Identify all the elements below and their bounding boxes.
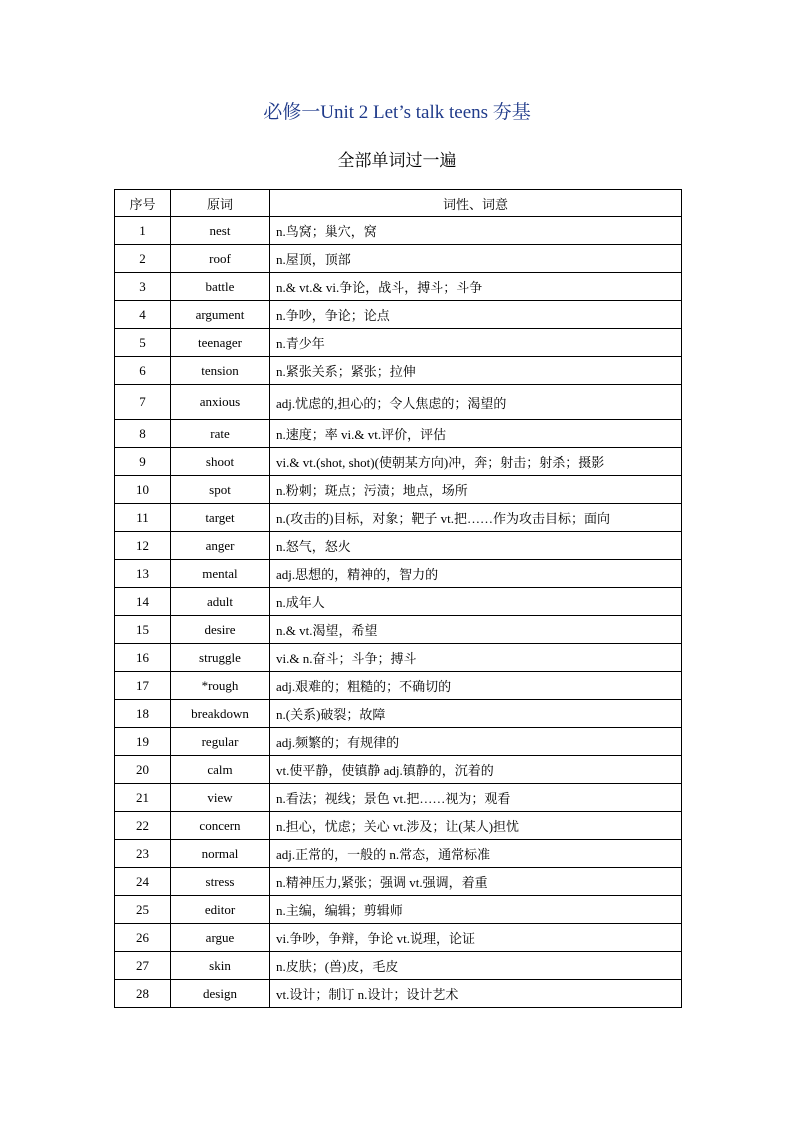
- row-meaning: vi.& vt.(shot, shot)(使朝某方向)冲，奔；射击；射杀；摄影: [270, 448, 682, 476]
- row-word: teenager: [171, 329, 270, 357]
- header-meaning: 词性、词意: [270, 190, 682, 217]
- table-row: [115, 924, 682, 952]
- table-header-row: [115, 190, 682, 217]
- row-meaning: n.速度；率 vi.& vt.评价，评估: [270, 420, 682, 448]
- row-meaning: vi.& n.奋斗；斗争；搏斗: [270, 644, 682, 672]
- header-number: 序号: [115, 190, 171, 217]
- row-meaning: n.青少年: [270, 329, 682, 357]
- table-row: [115, 385, 682, 420]
- row-word: concern: [171, 812, 270, 840]
- row-word: design: [171, 980, 270, 1008]
- row-meaning: n.紧张关系；紧张；拉伸: [270, 357, 682, 385]
- table-row: [115, 301, 682, 329]
- row-meaning: vi.争吵，争辩，争论 vt.说理，论证: [270, 924, 682, 952]
- row-number: 19: [115, 728, 171, 756]
- row-number: 7: [115, 385, 171, 420]
- row-number: 23: [115, 840, 171, 868]
- row-meaning: n.& vt.& vi.争论，战斗，搏斗；斗争: [270, 273, 682, 301]
- row-number: 11: [115, 504, 171, 532]
- row-meaning: n.(关系)破裂；故障: [270, 700, 682, 728]
- table-body: [115, 217, 682, 1008]
- row-number: 15: [115, 616, 171, 644]
- table-row: [115, 756, 682, 784]
- row-meaning: vt.设计；制订 n.设计；设计艺术: [270, 980, 682, 1008]
- row-word: anger: [171, 532, 270, 560]
- row-number: 26: [115, 924, 171, 952]
- row-number: 27: [115, 952, 171, 980]
- row-word: spot: [171, 476, 270, 504]
- header-word: 原词: [171, 190, 270, 217]
- table-row: [115, 217, 682, 245]
- row-meaning: n.精神压力,紧张；强调 vt.强调，着重: [270, 868, 682, 896]
- row-word: regular: [171, 728, 270, 756]
- table-row: [115, 616, 682, 644]
- vocabulary-table: [114, 189, 682, 1008]
- row-word: argument: [171, 301, 270, 329]
- row-meaning: n.成年人: [270, 588, 682, 616]
- row-word: *rough: [171, 672, 270, 700]
- row-number: 17: [115, 672, 171, 700]
- row-meaning: n.看法；视线；景色 vt.把……视为；观看: [270, 784, 682, 812]
- table-row: [115, 357, 682, 385]
- table-row: [115, 952, 682, 980]
- row-number: 2: [115, 245, 171, 273]
- row-meaning: adj.忧虑的,担心的；令人焦虑的；渴望的: [270, 385, 682, 420]
- row-word: struggle: [171, 644, 270, 672]
- row-meaning: adj.正常的，一般的 n.常态，通常标准: [270, 840, 682, 868]
- table-row: [115, 560, 682, 588]
- row-meaning: adj.艰难的；粗糙的；不确切的: [270, 672, 682, 700]
- table-row: [115, 588, 682, 616]
- row-word: tension: [171, 357, 270, 385]
- table-row: [115, 644, 682, 672]
- table-row: [115, 532, 682, 560]
- row-word: anxious: [171, 385, 270, 420]
- table-row: [115, 700, 682, 728]
- row-meaning: n.怒气，怒火: [270, 532, 682, 560]
- row-word: shoot: [171, 448, 270, 476]
- row-word: view: [171, 784, 270, 812]
- row-meaning: n.争吵，争论；论点: [270, 301, 682, 329]
- row-word: battle: [171, 273, 270, 301]
- row-word: target: [171, 504, 270, 532]
- row-word: argue: [171, 924, 270, 952]
- row-number: 24: [115, 868, 171, 896]
- row-meaning: n.鸟窝；巢穴，窝: [270, 217, 682, 245]
- row-word: desire: [171, 616, 270, 644]
- row-word: roof: [171, 245, 270, 273]
- row-meaning: adj.频繁的；有规律的: [270, 728, 682, 756]
- row-word: nest: [171, 217, 270, 245]
- row-number: 21: [115, 784, 171, 812]
- table-row: [115, 784, 682, 812]
- row-number: 9: [115, 448, 171, 476]
- table-row: [115, 896, 682, 924]
- row-number: 8: [115, 420, 171, 448]
- table-row: [115, 728, 682, 756]
- row-meaning: n.(攻击的)目标，对象；靶子 vt.把……作为攻击目标；面向: [270, 504, 682, 532]
- table-row: [115, 868, 682, 896]
- table-row: [115, 245, 682, 273]
- row-number: 5: [115, 329, 171, 357]
- row-meaning: adj.思想的，精神的，智力的: [270, 560, 682, 588]
- table-row: [115, 273, 682, 301]
- row-meaning: n.主编，编辑；剪辑师: [270, 896, 682, 924]
- row-number: 12: [115, 532, 171, 560]
- row-word: breakdown: [171, 700, 270, 728]
- row-number: 1: [115, 217, 171, 245]
- row-word: stress: [171, 868, 270, 896]
- table-row: [115, 812, 682, 840]
- row-word: calm: [171, 756, 270, 784]
- row-meaning: n.屋顶，顶部: [270, 245, 682, 273]
- row-number: 13: [115, 560, 171, 588]
- row-word: editor: [171, 896, 270, 924]
- row-meaning: n.皮肤；(兽)皮，毛皮: [270, 952, 682, 980]
- table-row: [115, 672, 682, 700]
- table-row: [115, 420, 682, 448]
- row-number: 4: [115, 301, 171, 329]
- row-number: 10: [115, 476, 171, 504]
- table-row: [115, 329, 682, 357]
- row-word: mental: [171, 560, 270, 588]
- page-title: 必修一Unit 2 Let’s talk teens 夯基: [263, 102, 531, 123]
- table-row: [115, 476, 682, 504]
- table-row: [115, 504, 682, 532]
- row-number: 22: [115, 812, 171, 840]
- table-row: [115, 448, 682, 476]
- row-number: 6: [115, 357, 171, 385]
- row-number: 20: [115, 756, 171, 784]
- row-number: 25: [115, 896, 171, 924]
- row-word: adult: [171, 588, 270, 616]
- row-meaning: n.& vt.渴望，希望: [270, 616, 682, 644]
- row-number: 28: [115, 980, 171, 1008]
- table-row: [115, 980, 682, 1008]
- row-meaning: n.担心，忧虑；关心 vt.涉及；让(某人)担忧: [270, 812, 682, 840]
- table-row: [115, 840, 682, 868]
- row-word: rate: [171, 420, 270, 448]
- row-word: skin: [171, 952, 270, 980]
- row-number: 18: [115, 700, 171, 728]
- page-subtitle: 全部单词过一遍: [337, 151, 457, 170]
- row-word: normal: [171, 840, 270, 868]
- row-meaning: n.粉刺；斑点；污渍；地点，场所: [270, 476, 682, 504]
- row-number: 14: [115, 588, 171, 616]
- row-number: 16: [115, 644, 171, 672]
- row-number: 3: [115, 273, 171, 301]
- row-meaning: vt.使平静，使镇静 adj.镇静的，沉着的: [270, 756, 682, 784]
